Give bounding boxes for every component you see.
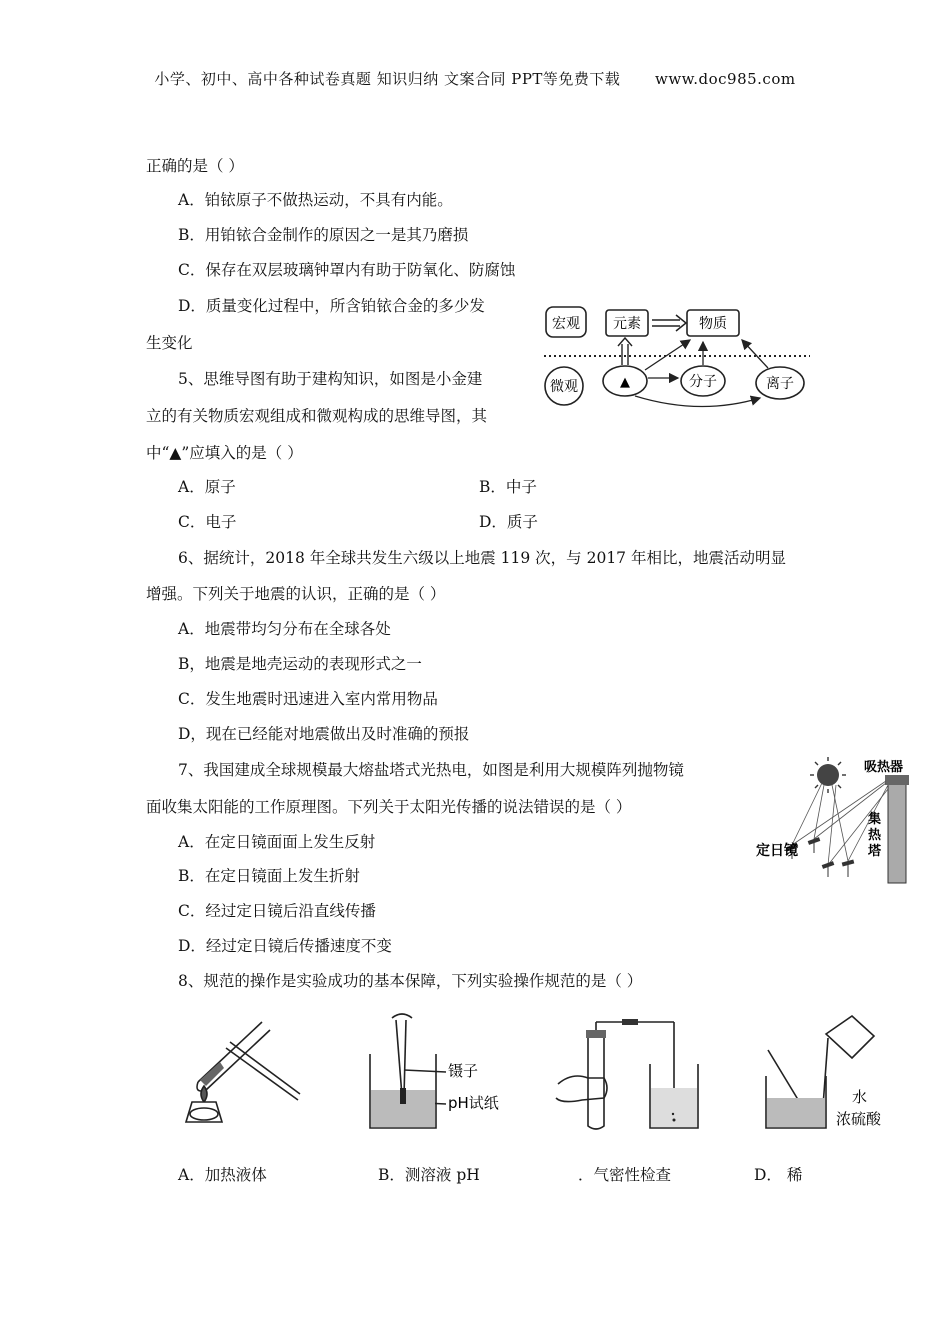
- header-text: 小学、初中、高中各种试卷真题 知识归纳 文案合同 PPT等免费下载: [154, 70, 621, 88]
- q8-caption-a: A．加热液体: [178, 1166, 267, 1184]
- q6-option-d: D，现在已经能对地震做出及时准确的预报: [178, 725, 470, 743]
- tweezers: [396, 1020, 402, 1096]
- q7-stem-line2: 面收集太阳能的工作原理图。下列关于太阳光传播的说法错误的是（ ）: [146, 798, 632, 816]
- sun-icon: [810, 757, 846, 793]
- element-label: 元素: [613, 316, 641, 332]
- q5-option-b: B．中子: [479, 478, 537, 496]
- q8-stem: 8、规范的操作是实验成功的基本保障，下列实验操作规范的是（ ）: [178, 972, 643, 990]
- arrow-to-ion: [635, 396, 760, 407]
- q7-solar-tower-figure: [752, 755, 920, 887]
- tower-label-3: 塔: [868, 844, 882, 859]
- q7-option-c: C．经过定日镜后沿直线传播: [178, 902, 376, 920]
- q8-fig-c-airtight: [552, 1008, 702, 1134]
- ph-paper: [400, 1088, 406, 1104]
- tower-label-1: 集: [868, 812, 882, 827]
- substance-label: 物质: [699, 316, 727, 332]
- q5-option-a: A．原子: [178, 478, 236, 496]
- water-label: 水: [852, 1088, 868, 1106]
- q4-option-d: D．质量变化过程中，所含铂铱合金的多少发: [178, 297, 485, 315]
- q6-option-a: A．地震带均匀分布在全球各处: [178, 620, 391, 638]
- heliostat-label: 定日镜: [756, 843, 798, 859]
- q8-caption-c: ．气密性检查: [578, 1166, 672, 1184]
- micro-label: 微观: [550, 379, 578, 395]
- q8-fig-a-heating: [180, 1010, 310, 1128]
- molecule-label: 分子: [689, 374, 717, 390]
- q6-stem-line1: 6、据统计，2018 年全球共发生六级以上地震 119 次，与 2017 年相比，地震活动明显: [178, 549, 786, 567]
- pouring-beaker: [826, 1016, 874, 1058]
- q6-option-c: C．发生地震时迅速进入室内常用物品: [178, 690, 438, 708]
- page-header: [0, 68, 950, 89]
- q5-stem-line3: 中“▲”应填入的是（ ）: [146, 444, 303, 462]
- ph-paper-label: pH试纸: [448, 1094, 499, 1112]
- arrow-to-substance: [645, 340, 690, 370]
- q8-caption-d: D． 稀: [754, 1166, 803, 1184]
- q8-fig-b-ph: [356, 1010, 506, 1132]
- q6-option-b: B，地震是地壳运动的表现形式之一: [178, 655, 422, 673]
- q7-stem-line1: 7、我国建成全球规模最大熔盐塔式光热电，如图是利用大规模阵列抛物镜: [178, 761, 684, 779]
- q5-option-c: C．电子: [178, 513, 237, 531]
- q5-stem-line1: 5、思维导图有助于建构知识，如图是小金建: [178, 370, 483, 388]
- q5-mind-map-diagram: [540, 298, 812, 416]
- up-arrow: [618, 338, 632, 365]
- q7-option-d: D．经过定日镜后传播速度不变: [178, 937, 392, 955]
- q6-stem-line2: 增强。下列关于地震的认识，正确的是（ ）: [146, 585, 446, 603]
- q5-stem-line2: 立的有关物质宏观组成和微观构成的思维导图，其: [146, 407, 488, 425]
- q4-option-d-cont: 生变化: [146, 334, 193, 352]
- q8-fig-d-dilution: [756, 1010, 906, 1132]
- liquid: [767, 1098, 825, 1127]
- ion-label: 离子: [766, 376, 794, 392]
- triangle-mark: ▲: [620, 375, 630, 390]
- q8-caption-b: B．测溶液 pH: [378, 1166, 480, 1184]
- tower-shape: [888, 777, 906, 883]
- hand: [556, 1076, 607, 1102]
- test-tube: [198, 1022, 262, 1082]
- q7-option-b: B．在定日镜面上发生折射: [178, 867, 360, 885]
- q4-option-c: C．保存在双层玻璃钟罩内有助于防氧化、防腐蚀: [178, 261, 516, 279]
- tower-label-2: 热: [868, 828, 882, 843]
- q4-option-a: A．铂铱原子不做热运动，不具有内能。: [178, 191, 453, 209]
- test-tube: [588, 1034, 604, 1129]
- q5-option-d: D．质子: [479, 513, 538, 531]
- q4-stem-tail: 正确的是（ ）: [146, 157, 244, 175]
- q4-option-b: B．用铂铱合金制作的原因之一是其乃磨损: [178, 226, 469, 244]
- absorber-shape: [885, 775, 909, 785]
- macro-label: 宏观: [552, 316, 580, 332]
- tweezers-label: 镊子: [448, 1062, 479, 1080]
- arrow-ion-up: [742, 340, 768, 368]
- acid-label: 浓硫酸: [836, 1110, 882, 1128]
- q7-option-a: A．在定日镜面面上发生反射: [178, 833, 376, 851]
- header-site[interactable]: www.doc985.com: [654, 70, 796, 88]
- double-arrow: [652, 315, 686, 331]
- tube-holder: [226, 1048, 298, 1100]
- absorber-label: 吸热器: [864, 760, 904, 775]
